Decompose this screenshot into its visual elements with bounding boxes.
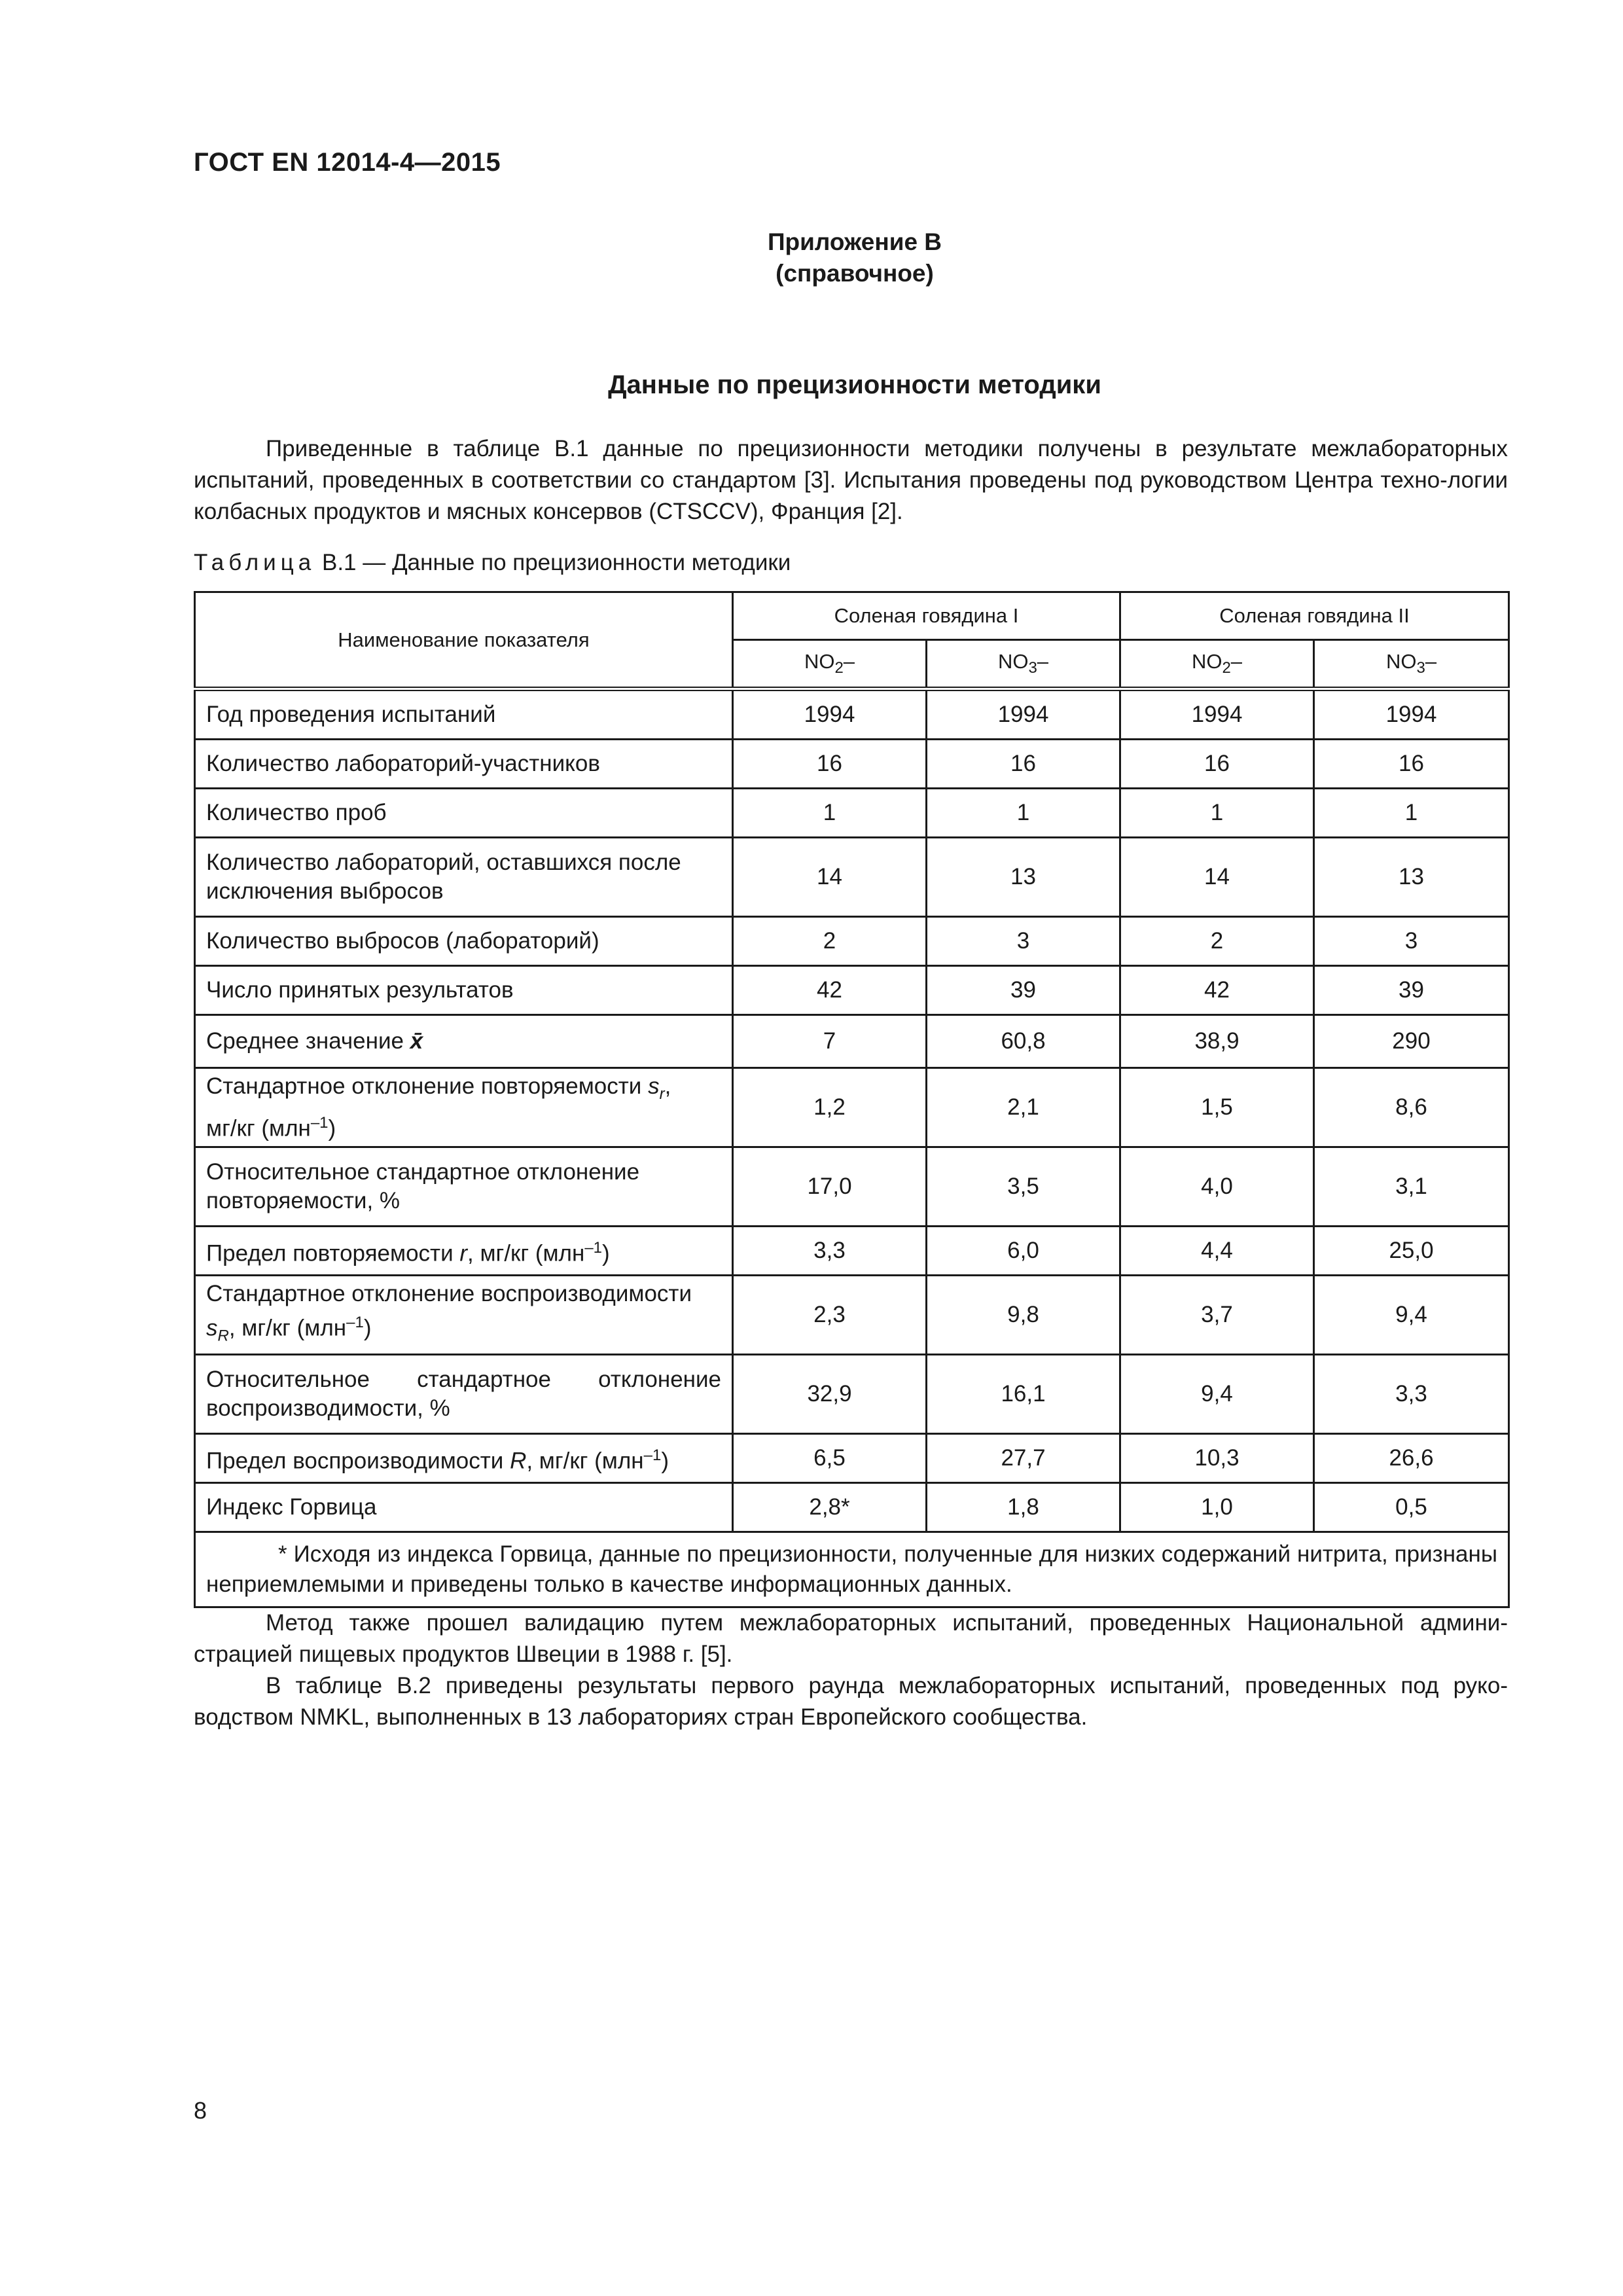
table-cell: 60,8 [927,1015,1120,1068]
subheader-cell: $NO_3-$ [1314,640,1509,689]
subheader-cell: $NO_2-$ [1120,640,1314,689]
table-cell: 17,0 [733,1147,927,1227]
row-label: Предел воспроизводимости R, мг/кг (млн$^{-1}$) [195,1434,733,1483]
table-cell: 0,5 [1314,1483,1509,1532]
table-cell: 16 [1314,740,1509,789]
table-cell: 290 [1314,1015,1509,1068]
table-cell: 3 [1314,917,1509,966]
table-footnote: * Исходя из индекса Горвица, данные по прецизионности, полученные для низких содержаний нитрита, признаны неприемлемыми и приведены только в качестве информационных данных. [195,1532,1509,1607]
table-cell: 1 [927,789,1120,838]
table-cell: 8,6 [1314,1068,1509,1147]
row-label: Стандартное отклонение повторяемости $s_r$, мг/кг (млн$^{-1}$) [195,1068,733,1147]
table-cell: 2,3 [733,1276,927,1355]
table-cell: 25,0 [1314,1227,1509,1276]
paragraph-table-b2: В таблице В.2 приведены результаты первого раунда межлабораторных испытаний, проведенных под руко-водством NMKL, выполненных в 13 лабораториях стран Европейского сообщества. [194,1673,1508,1730]
table-cell: 7 [733,1015,927,1068]
table-cell: 2,8* [733,1483,927,1532]
table-cell: 9,4 [1314,1276,1509,1355]
row-label: Относительное стандартное отклонение воспроизводимости, % [195,1355,733,1434]
table-cell: 26,6 [1314,1434,1509,1483]
table-row [195,1147,1509,1227]
row-label: Относительное стандартное отклонение повторяемости, % [195,1147,733,1227]
row-label: Число принятых результатов [195,966,733,1015]
table-row [195,1355,1509,1434]
table-cell: 39 [927,966,1120,1015]
table-caption-text: В.1 — Данные по прецизионности методики [321,550,791,575]
table-cell: 14 [733,838,927,917]
table-cell: 42 [1120,966,1314,1015]
paragraph-validation: Метод также прошел валидацию путем межлабораторных испытаний, проведенных Национальной админи-страцией пищевых продуктов Швеции в 1988 г. [5]. [194,1610,1508,1667]
table-cell: 38,9 [1120,1015,1314,1068]
group-header: Соленая говядина II [1120,592,1509,640]
table-row [195,838,1509,917]
table-row [195,1276,1509,1355]
table-cell: 2,1 [927,1068,1120,1147]
table-cell: 10,3 [1120,1434,1314,1483]
table-row [195,740,1509,789]
param-header: Наименование показателя [195,592,733,689]
annex-heading [0,226,1623,289]
table-cell: 6,5 [733,1434,927,1483]
table-cell: 1,0 [1120,1483,1314,1532]
closing-paragraphs [194,1607,1508,1733]
table-cell: 1,2 [733,1068,927,1147]
table-row [195,689,1509,740]
table-cell: 3,3 [733,1227,927,1276]
table-cell: 42 [733,966,927,1015]
precision-table [194,591,1510,1608]
table-cell: 16 [927,740,1120,789]
row-label: Предел повторяемости r, мг/кг (млн$^{-1}$) [195,1227,733,1276]
table-cell: 1994 [733,689,927,740]
table-row [195,789,1509,838]
table-cell: 16 [733,740,927,789]
table-row [195,1483,1509,1532]
table-cell: 32,9 [733,1355,927,1434]
table-cell: 3,7 [1120,1276,1314,1355]
table-cell: 1,8 [927,1483,1120,1532]
table-cell: 13 [927,838,1120,917]
table-cell: 3,1 [1314,1147,1509,1227]
table-cell: 39 [1314,966,1509,1015]
table-row [195,917,1509,966]
section-title: Данные по прецизионности методики [608,370,1101,399]
table-cell: 3 [927,917,1120,966]
table-cell: 3,5 [927,1147,1120,1227]
table-cell: 1994 [1120,689,1314,740]
subheader-cell: $NO_3-$ [927,640,1120,689]
intro-text: Приведенные в таблице В.1 данные по прецизионности методики получены в результате межлабораторных испытаний, проведенных в соответствии со стандартом [3]. Испытания проведены под руководством Центра техно-логии колбасных продуктов и мясных консервов (CTSCCV), Франция [2]. [194,436,1508,524]
table-cell: 9,4 [1120,1355,1314,1434]
table-cell: 27,7 [927,1434,1120,1483]
row-label: Индекс Горвица [195,1483,733,1532]
table-row [195,1227,1509,1276]
intro-paragraph [194,433,1508,528]
table-cell: 1 [1314,789,1509,838]
table-cell: 4,4 [1120,1227,1314,1276]
table-cell: 1994 [927,689,1120,740]
annex-subtitle: (справочное) [776,260,934,287]
row-label: Количество лабораторий-участников [195,740,733,789]
table-cell: 3,3 [1314,1355,1509,1434]
row-label: Количество проб [195,789,733,838]
row-label: Год проведения испытаний [195,689,733,740]
document-header: ГОСТ EN 12014-4—2015 [194,148,501,177]
page-number: 8 [194,2097,207,2124]
table-row [195,1068,1509,1147]
table-cell: 9,8 [927,1276,1120,1355]
group-header: Соленая говядина I [733,592,1120,640]
row-label: Среднее значение x̄ [195,1015,733,1068]
annex-title: Приложение В [767,228,942,255]
mean-symbol: x̄ [410,1028,423,1054]
table-row [195,1434,1509,1483]
table-cell: 14 [1120,838,1314,917]
table-row [195,1015,1509,1068]
table-cell: 1 [1120,789,1314,838]
table-footnote-row [195,1532,1509,1607]
table-cell: 4,0 [1120,1147,1314,1227]
table-cell: 13 [1314,838,1509,917]
row-label: Стандартное отклонение воспроизводимости $s_R$, мг/кг (млн$^{-1}$) [195,1276,733,1355]
subheader-cell: $NO_2-$ [733,640,927,689]
table-cell: 1994 [1314,689,1509,740]
table-cell: 1 [733,789,927,838]
table-cell: 6,0 [927,1227,1120,1276]
table-cell: 16 [1120,740,1314,789]
table-caption-label: Таблица [194,550,316,575]
table-cell: 16,1 [927,1355,1120,1434]
row-label: Количество лабораторий, оставшихся после исключения выбросов [195,838,733,917]
table-cell: 2 [1120,917,1314,966]
table-caption [194,550,791,576]
table-row [195,966,1509,1015]
table-cell: 1,5 [1120,1068,1314,1147]
row-label: Количество выбросов (лабораторий) [195,917,733,966]
table-cell: 2 [733,917,927,966]
